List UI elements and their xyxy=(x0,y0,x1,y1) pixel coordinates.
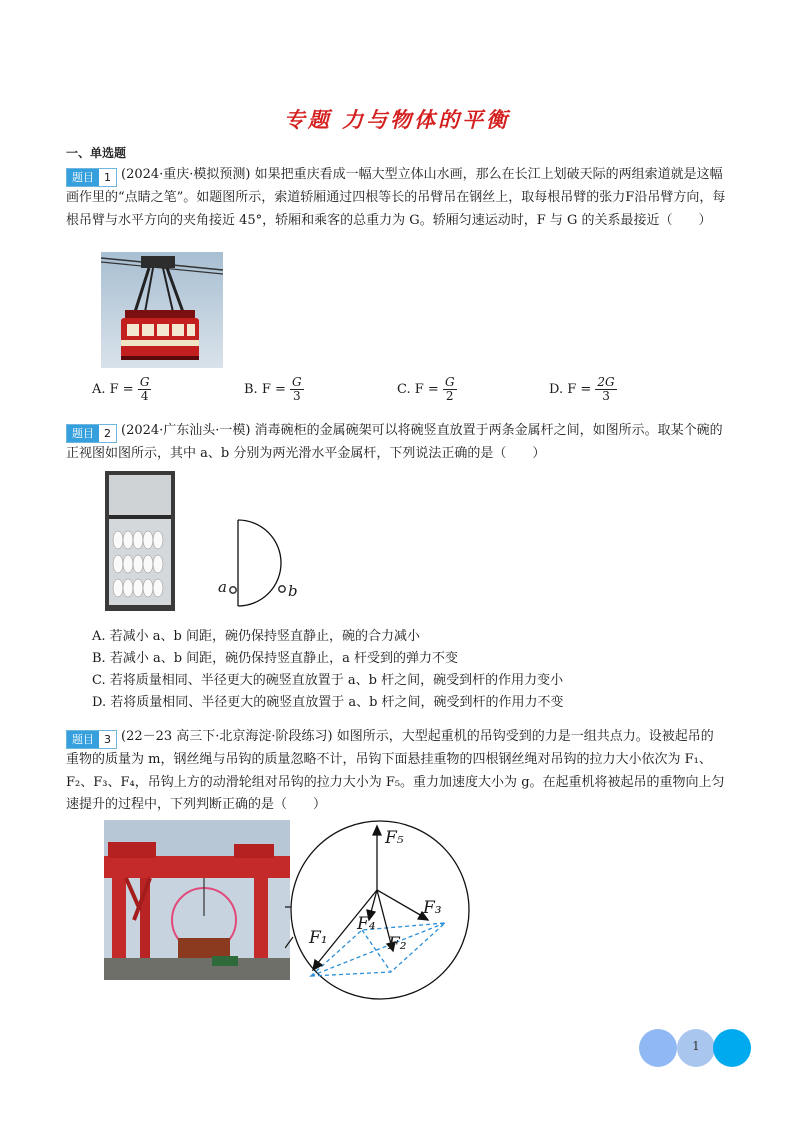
question-tag: 题目 2 xyxy=(66,424,117,443)
dish-cabinet-photo xyxy=(104,470,176,612)
force-diagram xyxy=(285,820,475,1010)
bowl-diagram xyxy=(214,512,324,612)
option-d[interactable]: D. F = $\frac{2G}{3}$ xyxy=(549,375,615,403)
rod-a-label: a xyxy=(218,578,227,596)
question-text: (2024·广东汕头·一模) 消毒碗柜的金属碗架可以将碗竖直放置于两条金属杆之间，如图所示。取某个碗的正视图如图所示，其中 a、b 分别为两光滑水平金属杆，下列说法正确的是（ ） xyxy=(66,423,723,461)
question-tag: 题目 1 xyxy=(66,168,117,187)
question-tag: 题目 3 xyxy=(66,730,117,749)
option-d[interactable]: D. 若将质量相同、半径更大的碗竖直放置于 a、b 杆之间，碗受到杆的作用力不变 xyxy=(92,695,564,710)
option-a[interactable]: A. F = $\frac{G}{4}$ xyxy=(92,375,150,403)
option-b[interactable]: B. 若减小 a、b 间距，碗仍保持竖直静止，a 杆受到的弹力不变 xyxy=(92,651,459,666)
f1-label: F₁ xyxy=(309,928,328,948)
page-title: 专题 力与物体的平衡 xyxy=(283,108,511,132)
question-text: (2024·重庆·模拟预测) 如果把重庆看成一幅大型立体山水画，那么在长江上划破天际的两组索道就是这幅画作里的“点睛之笔”。如题图所示，索道轿厢通过四根等长的吊臂吊在钢丝上，取每根吊臂的张力F沿吊臂方向，每根吊臂与水平方向的夹角接近 45°，轿厢和乘客的总重力为 G。轿厢匀速运动时，F 与 G 的关系最接近（ ） xyxy=(66,167,726,228)
q2-options xyxy=(92,626,732,714)
option-b[interactable]: B. F = $\frac{G}{3}$ xyxy=(244,375,302,403)
question-text: (22－23 高三下·北京海淀·阶段练习) 如图所示，大型起重机的吊钩受到的力是一组共点力。设被起吊的重物的质量为 m，钢丝绳与吊钩的质量忽略不计，吊钩下面悬挂重物的四根钢丝绳对吊钩的拉力大小依次为 F₁、F₂、F₃、F₄，吊钩上方的动滑轮组对吊钩的拉力大小为 F₅。重力加速度大小为 g。在起重机将被起吊的重物向上匀速提升的过程中，下列判断正确的是（ ） xyxy=(66,729,725,812)
question-2 xyxy=(66,420,726,466)
option-c[interactable]: C. 若将质量相同、半径更大的碗竖直放置于 a、b 杆之间，碗受到杆的作用力变小 xyxy=(92,673,564,688)
rod-b-label: b xyxy=(288,582,298,600)
page-number: 1 xyxy=(692,1039,700,1053)
option-c[interactable]: C. F = $\frac{G}{2}$ xyxy=(397,375,455,403)
section-heading: 一、单选题 xyxy=(66,146,127,160)
f2-label: F₂ xyxy=(388,934,407,954)
f3-label: F₃ xyxy=(423,898,442,918)
f5-label: F₅ xyxy=(385,828,404,848)
f4-label: F₄ xyxy=(357,914,376,934)
question-1 xyxy=(66,164,726,232)
question-3 xyxy=(66,726,726,817)
option-a[interactable]: A. 若减小 a、b 间距，碗仍保持竖直静止，碗的合力减小 xyxy=(92,629,420,644)
cable-car-photo xyxy=(101,252,223,368)
crane-photo xyxy=(104,820,290,980)
